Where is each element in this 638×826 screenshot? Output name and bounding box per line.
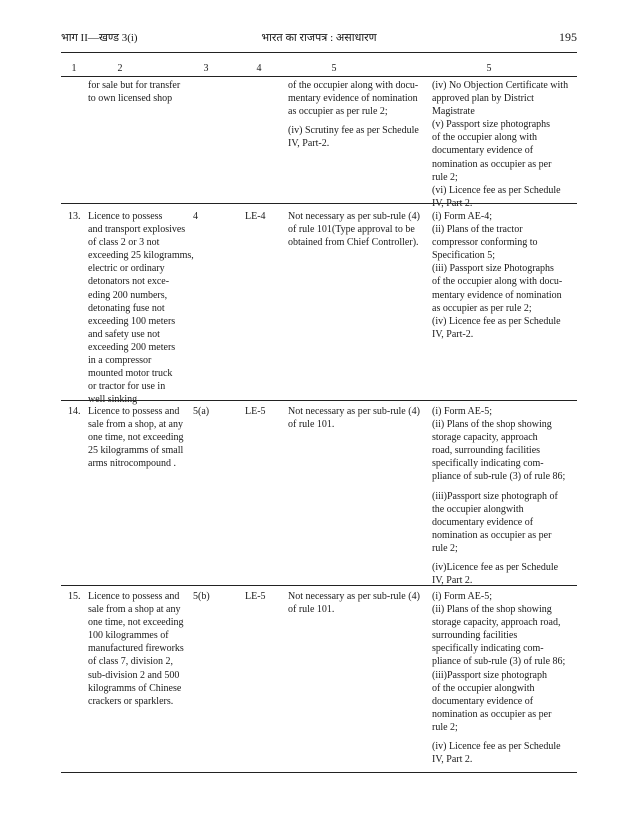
text-line: of class 7, division 2, [88,656,173,668]
text-line: of the occupier along with docu- [288,80,419,91]
text-line: IV, Part-2. [288,138,330,150]
continuation-docs [432,79,568,210]
row-14-sno: 14. [68,406,81,417]
text-line: rule 2; [432,721,458,733]
text-line: mounted motor truck [88,368,173,380]
text-line: of the occupier alongwith [432,682,535,694]
text-line: 100 kilogrammes of [88,630,169,642]
text-line: Not necessary as per sub-rule (4) [288,591,420,602]
header-rule [61,52,577,53]
text-line: (iv) Scrutiny fee as per Schedule [288,125,419,137]
text-line: for sale but for transfer [88,80,181,91]
row-14-col5 [288,405,420,431]
page-number: 195 [559,30,577,44]
text-line: documentary evidence of [432,516,534,528]
row-divider [61,585,577,586]
text-line: (vi) Licence fee as per Schedule [432,184,561,196]
column-number-5: 5 [331,63,337,74]
text-line: compressor conforming to [432,237,538,249]
row-13-licence [88,210,194,406]
text-line: (ii) Plans of the tractor [432,224,523,236]
text-line: storage capacity, approach road, [432,617,561,629]
text-line: crackers or sparklers. [88,695,174,707]
text-line: rule 2; [432,542,458,554]
text-line: Licence to possess and [88,591,180,602]
text-line: (iv)Licence fee as per Schedule [432,562,559,574]
row-15-form: LE-5 [245,591,266,602]
column-number-2: 2 [117,63,123,74]
text-line: of rule 101. [288,419,335,431]
row-13-sno: 13. [68,211,81,222]
text-line: sub-division 2 and 500 [88,669,180,681]
column-header-rule [61,76,577,77]
row-divider [61,400,577,401]
text-line: one time, not exceeding [88,617,184,629]
text-line: exceeding 25 kilogramms, [88,250,194,262]
text-line: as occupier as per rule 2; [288,106,388,118]
text-line: well sinking [88,394,138,406]
text-line: Licence to possess and [88,406,180,417]
text-line: nomination as occupier as per [432,708,552,720]
text-line: IV, Part 2. [432,754,473,766]
text-line: one time, not exceeding [88,432,184,444]
text-line: eding 200 numbers, [88,289,168,301]
row-13-docs [432,210,562,341]
text-line: arms nitrocompound . [88,458,177,470]
page-bottom-rule [61,772,577,773]
row-14-article: 5(a) [193,406,210,417]
text-line: IV, Part 2. [432,197,473,209]
text-line: Licence to possess [88,211,163,222]
text-line: as occupier as per rule 2; [432,302,532,314]
row-14-form: LE-5 [245,406,266,417]
text-line: documentary evidence of [432,145,534,157]
text-line: of rule 101. [288,604,335,616]
text-line: detonating fuse not [88,302,165,314]
text-line: Not necessary as per sub-rule (4) [288,406,420,417]
row-15-licence [88,590,184,708]
text-line: mentary evidence of nomination [432,289,562,301]
text-line: (i) Form AE-4; [432,211,492,222]
text-line: exceeding 100 meters [88,315,176,327]
text-line: storage capacity, approach [432,432,538,444]
header-part: भाग II—खण्ड 3(i) [61,32,138,44]
text-line: the occupier alongwith [432,503,524,515]
text-line: Specification 5; [432,250,496,262]
text-line: (iv) Licence fee as per Schedule [432,315,561,327]
text-line: surrounding facilities [432,630,518,642]
text-line: kilogramms of Chinese [88,682,182,694]
row-divider [61,203,577,204]
text-line: Magistrate [432,106,475,118]
continuation-col5 [288,79,419,150]
row-13-col5 [288,210,420,249]
text-line: sale from a shop, at any [88,419,183,431]
row-13-article: 4 [193,211,198,222]
text-line: nomination as occupier as per [432,158,552,170]
text-line: specifically indicating com- [432,458,544,470]
continuation-licence [88,79,180,105]
text-line: (iv) Licence fee as per Schedule [432,741,561,753]
text-line: (v) Passport size photographs [432,119,551,131]
text-line: pliance of sub-rule (3) of rule 86; [432,656,566,668]
text-line: road, surrounding facilities [432,445,541,457]
text-line: detonators not exce- [88,276,170,288]
text-line: of the occupier along with docu- [432,276,563,288]
text-line: approved plan by District [432,93,534,105]
text-line: (iv) No Objection Certificate with [432,80,569,91]
text-line: sale from a shop at any [88,604,181,616]
text-line: and transport explosives [88,224,186,236]
text-line: nomination as occupier as per [432,529,552,541]
row-14-docs [432,405,565,587]
column-number-5b: 5 [486,63,492,74]
text-line: (iii)Passport size photograph of [432,490,558,502]
text-line: IV, Part-2. [432,328,474,340]
text-line: or tractor for use in [88,381,166,393]
text-line: specifically indicating com- [432,643,544,655]
text-line: of the occupier along with [432,132,537,144]
row-13-form: LE-4 [245,211,266,222]
text-line: electric or ordinary [88,263,165,275]
text-line: and safety use not [88,328,160,340]
text-line: (iii)Passport size photograph [432,669,547,681]
text-line: documentary evidence of [432,695,534,707]
text-line: Not necessary as per sub-rule (4) [288,211,420,222]
text-line: exceeding 200 meters [88,341,176,353]
text-line: of class 2 or 3 not [88,237,160,249]
text-line: (iii) Passport size Photographs [432,263,554,275]
text-line: 25 kilogramms of small [88,445,184,457]
text-line: (i) Form AE-5; [432,406,492,417]
text-line: pliance of sub-rule (3) of rule 86; [432,471,566,483]
text-line: obtained from Chief Controller). [288,237,419,249]
column-number-1: 1 [71,63,77,74]
text-line: to own licensed shop [88,93,173,105]
row-15-col5 [288,590,420,616]
text-line: manufactured fireworks [88,643,184,655]
row-15-article: 5(b) [193,591,210,602]
text-line: (ii) Plans of the shop showing [432,419,552,431]
row-15-docs [432,590,565,766]
text-line: in a compressor [88,355,152,367]
text-line: IV, Part 2. [432,575,473,587]
text-line: mentary evidence of nomination [288,93,418,105]
text-line: (i) Form AE-5; [432,591,492,602]
row-15-sno: 15. [68,591,81,602]
text-line: (ii) Plans of the shop showing [432,604,552,616]
row-14-licence [88,405,184,470]
header-title: भारत का राजपत्र : असाधारण [261,32,377,44]
column-number-4: 4 [256,63,262,74]
text-line: of rule 101(Type approval to be [288,224,415,236]
text-line: rule 2; [432,171,458,183]
column-number-3: 3 [203,63,209,74]
